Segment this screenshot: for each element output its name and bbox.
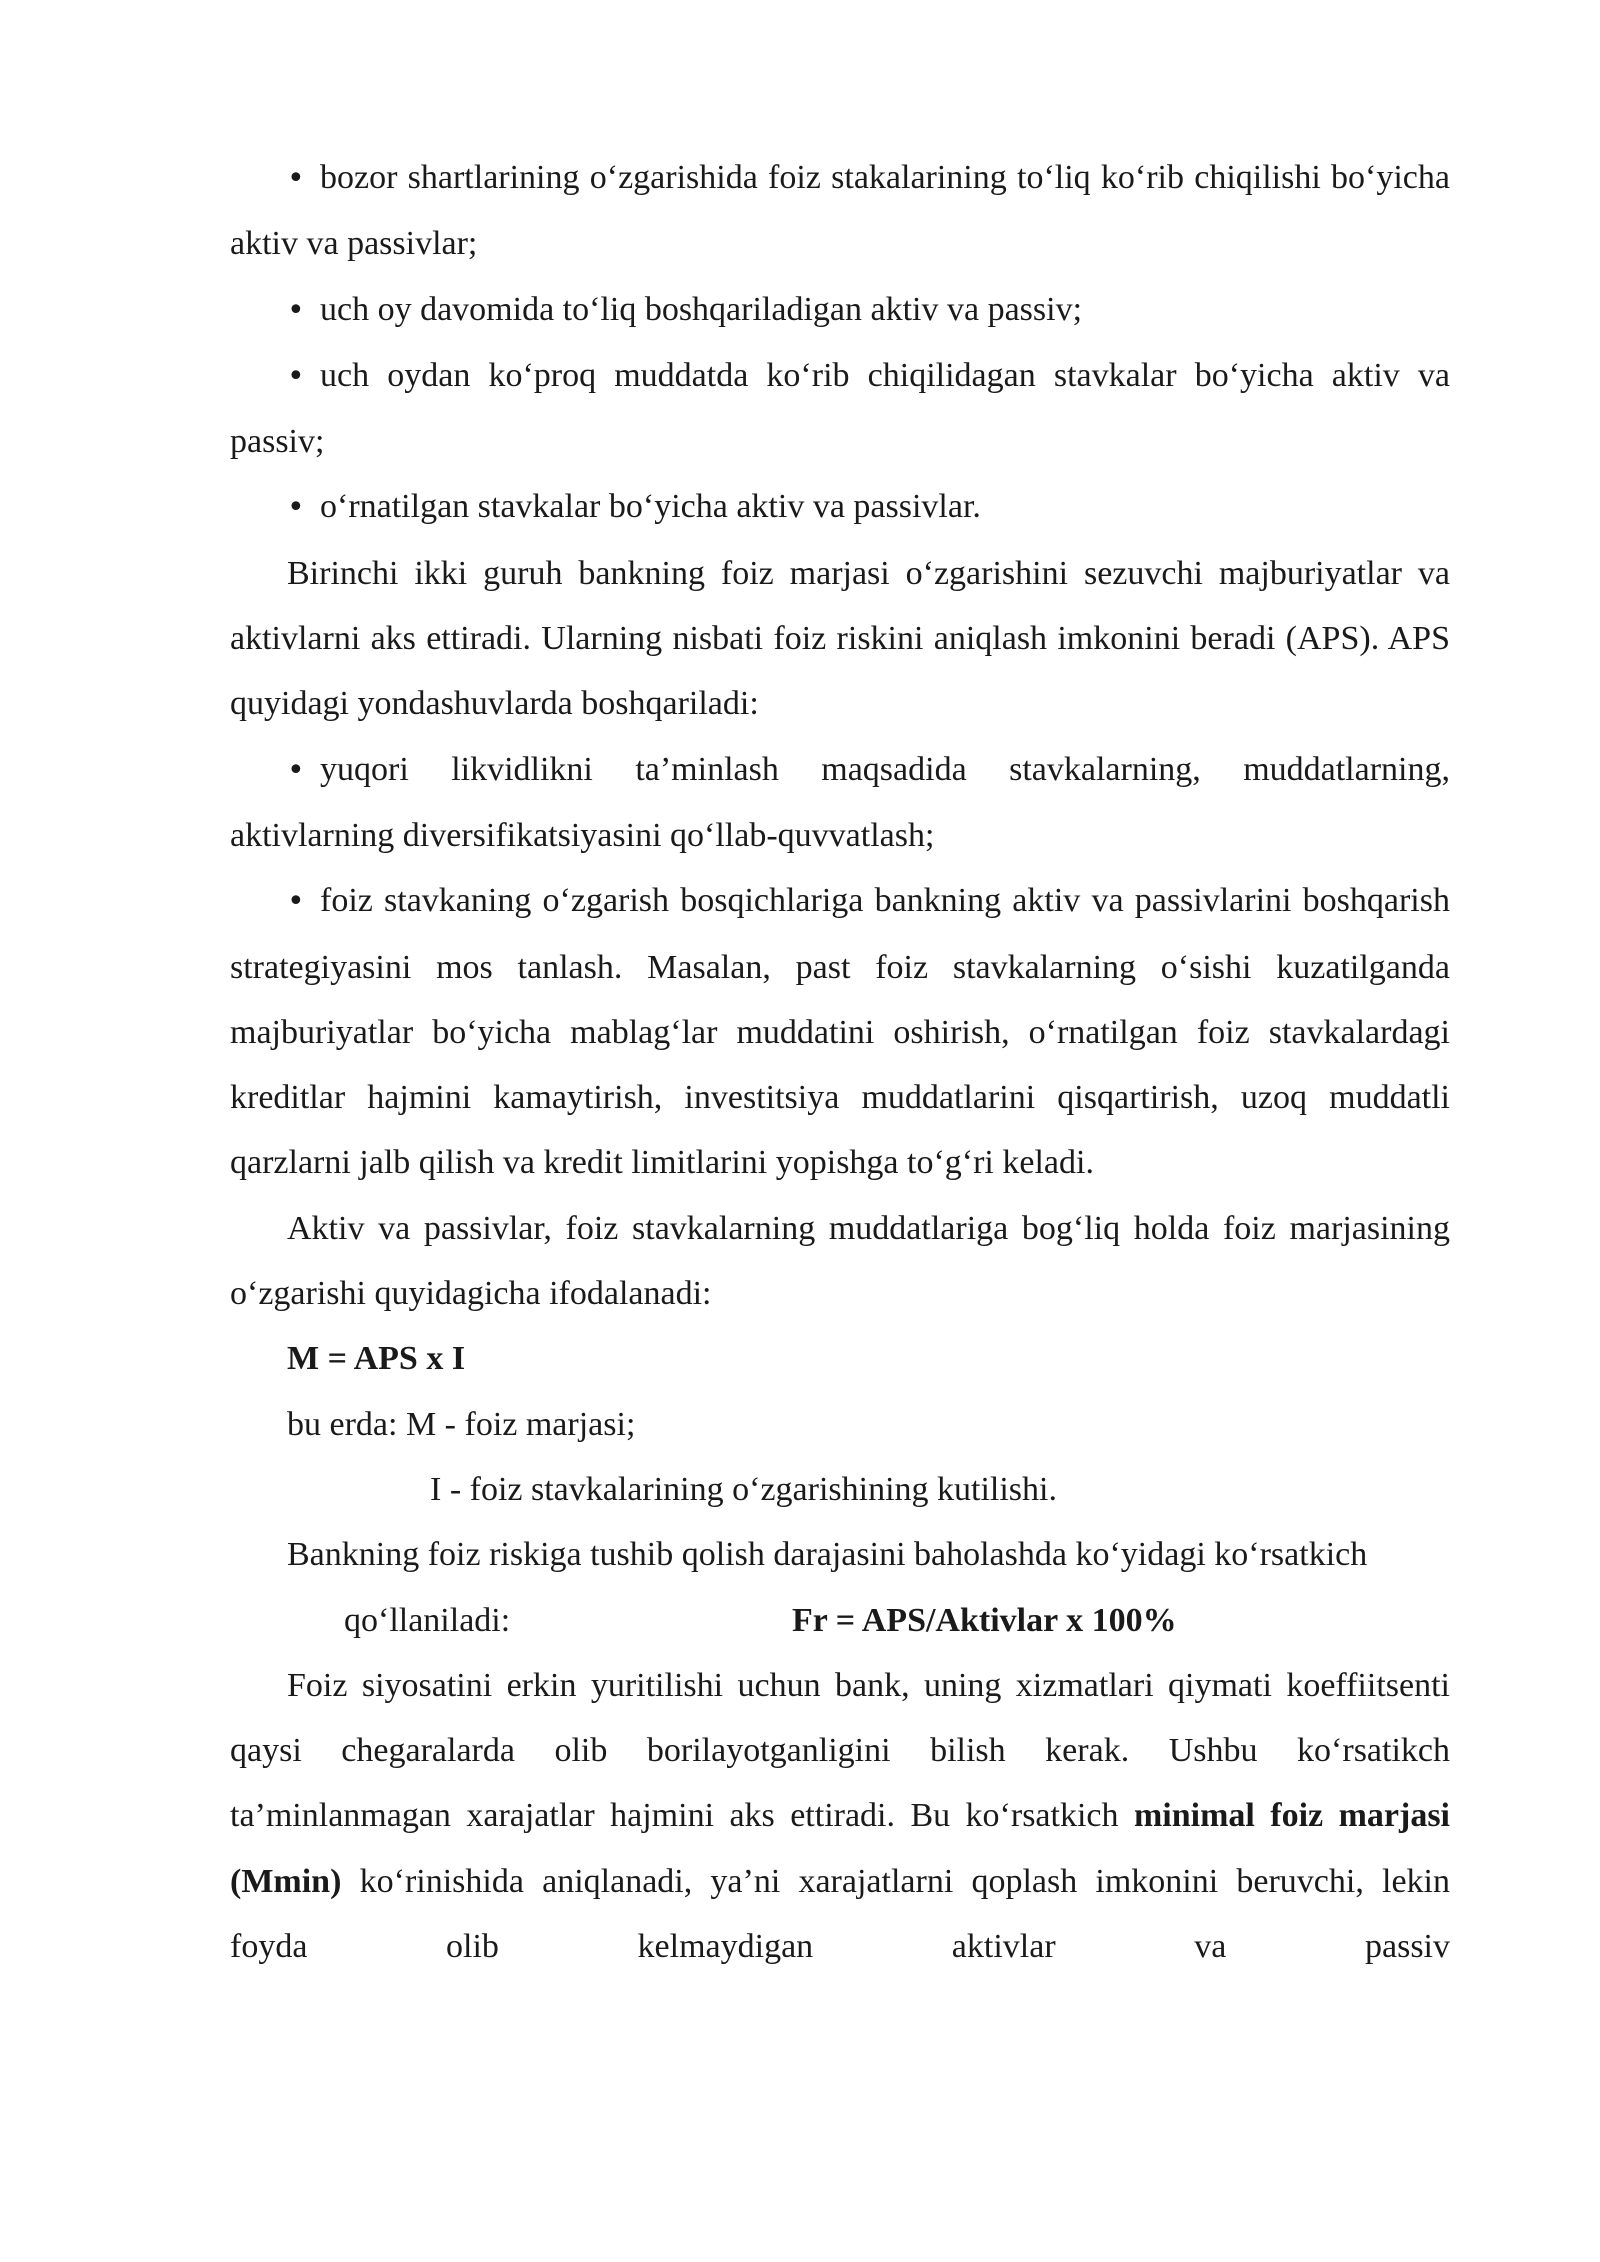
legend-line: bu erda: M - foiz marjasi; [287,1405,636,1443]
list-item [230,277,1450,343]
list-item [230,145,1450,277]
paragraph-policy-end: ko‘rinishida aniqlanadi, ya’ni xarajatlarni qoplash imkonini beruvchi, lekin foyda olib kelmaydigan aktivlar va passiv [230,1862,1451,1966]
list-item-text: uch oy davomida to‘liq boshqariladigan aktiv va passiv; [320,290,1083,328]
list-item-text: bozor shartlarining o‘zgarishida foiz stakalarining to‘liq ko‘rib chiqilishi bo‘yicha aktiv va passivlar; [230,159,1450,263]
list-item [230,343,1450,475]
list-item-text: foiz stavkaning o‘zgarish bosqichlariga bankning aktiv va passivlarini boshqarish strategiyasini mos tanlash. Masalan, past foiz stavkalarning o‘sishi kuzatilganda majburiyatlar bo‘yicha mablag‘lar muddatini oshirish, o‘rnatilgan foiz stavkalardagi kreditlar hajmini kamaytirish, investitsiya muddatlarini qisqartirish, uzoq muddatli qarzlarni jalb qilish va kredit limitlarini yopishga to‘g‘ri keladi. [230,882,1450,1182]
list-item-text: uch oydan ko‘proq muddatda ko‘rib chiqilidagan stavkalar bo‘yicha aktiv va passiv; [230,356,1450,461]
paragraph-margin-change: Aktiv va passivlar, foiz stavkalarning muddatlariga bog‘liq holda foiz marjasining o‘zgarishi quyidagicha ifodalanadi: [230,1209,1450,1313]
bullet-icon [287,474,320,540]
bullet-icon [287,737,320,803]
bullet-icon [287,145,320,211]
list-item-text: o‘rnatilgan stavkalar bo‘yicha aktiv va passivlar. [320,488,981,526]
list-item [230,737,1450,869]
document-page [230,145,1450,1979]
bullet-icon [287,868,320,934]
paragraph-policy-start: Foiz siyosatini erkin yuritilishi uchun bank, uning xizmatlari qiymati koeffiitsenti qaysi chegaralarda olib borilayotganligini bilish kerak. Ushbu ko‘rsatikch ta’minlanmagan xarajatlar hajmini aks ettiradi. Bu ko‘rsatkich [230,1666,1450,1835]
formula-risk-line [230,1588,1450,1653]
list-item [230,474,1450,540]
list-item-text: yuqori likvidlikni ta’minlash maqsadida stavkalarning, muddatlarning, aktivlarning diversifikatsiyasini qo‘llab-quvvatlash; [230,750,1450,854]
formula-margin: M = APS x I [287,1340,466,1378]
paragraph-risk-level: Bankning foiz riskiga tushib qolish darajasini baholashda ko‘yidagi ko‘rsatkich [287,1536,1368,1574]
bullet-icon [287,277,320,343]
list-item [230,868,1450,1195]
legend-line: I - foiz stavkalarining o‘zgarishining kutilishi. [430,1470,1057,1508]
paragraph-policy [230,1653,1450,1979]
bullet-icon [287,343,320,409]
usage-label: qo‘llaniladi: [344,1601,511,1639]
term-minimal-margin: minimal foiz marjasi (Mmin) [230,1797,1450,1900]
formula-risk: Fr = APS/Aktivlar x 100% [792,1601,1177,1639]
paragraph-groups: Birinchi ikki guruh bankning foiz marjasi o‘zgarishini sezuvchi majburiyatlar va aktivlarni aks ettiradi. Ularning nisbati foiz riskini aniqlash imkonini beradi (APS). APS quyidagi yondashuvlarda boshqariladi: [230,554,1450,723]
